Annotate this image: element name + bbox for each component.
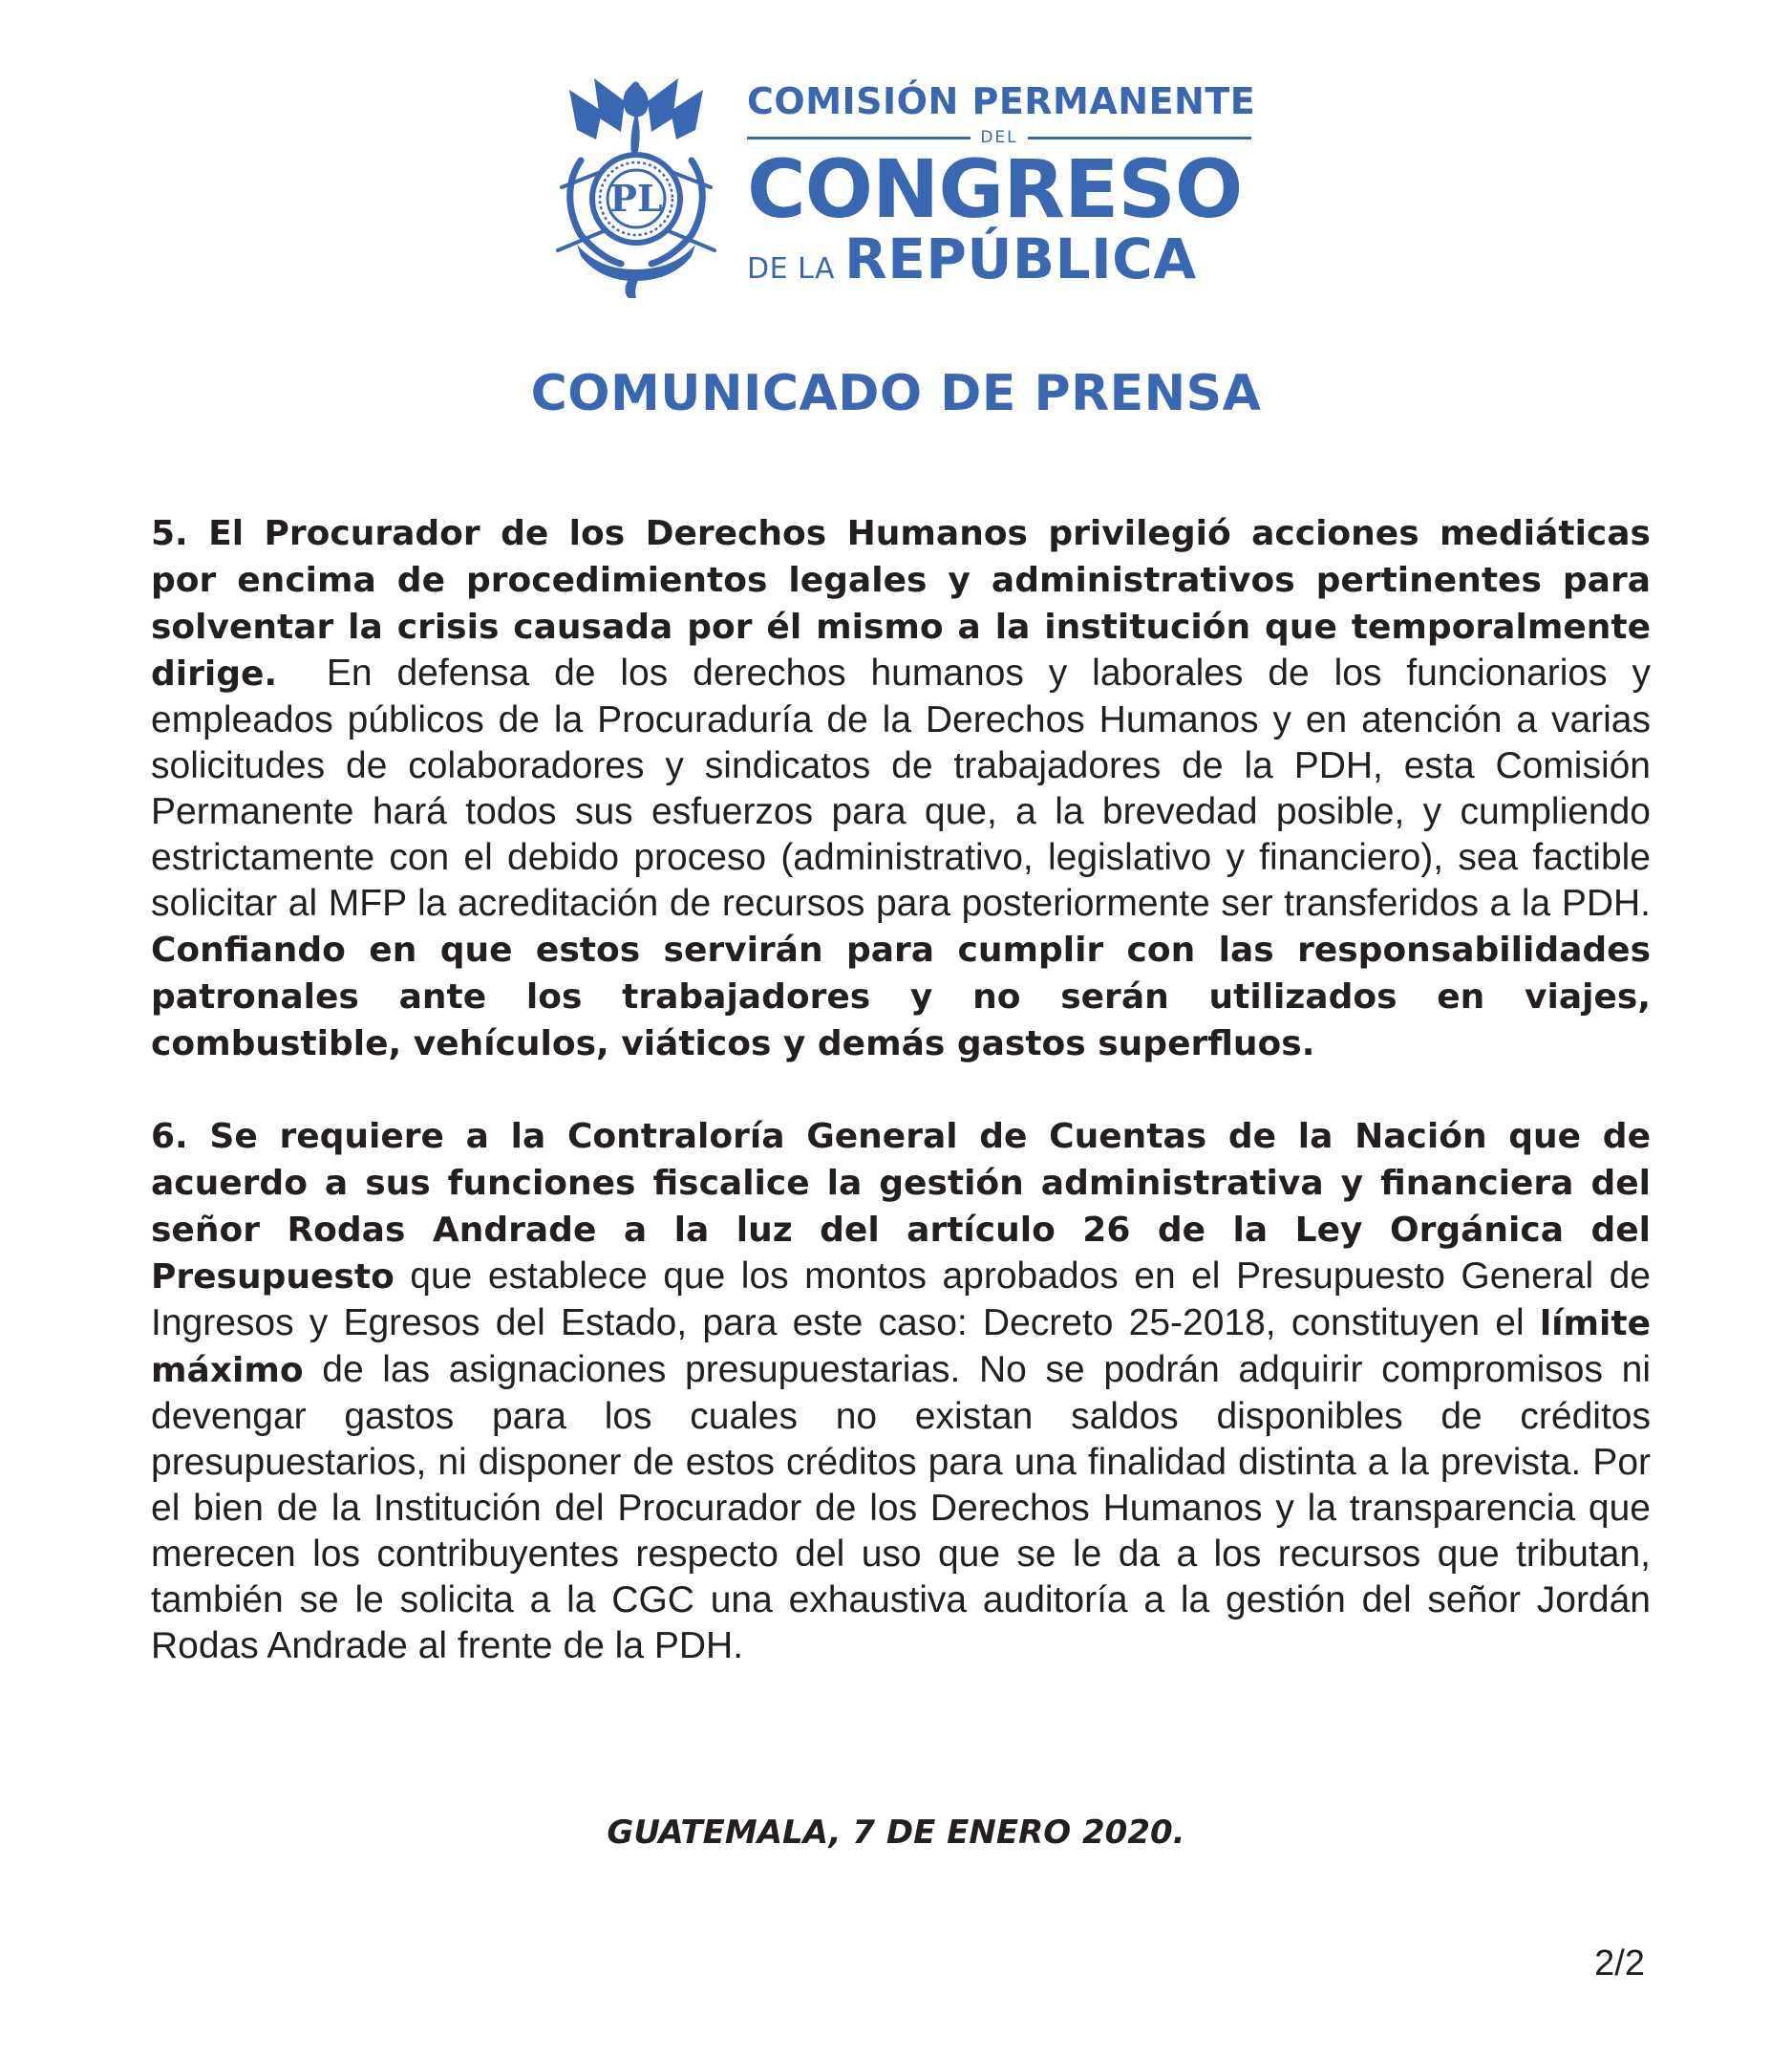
congress-wordmark bbox=[747, 80, 1256, 303]
paragraph-5-bold-tail: Confiando en que estos servirán para cumplir con las responsabilidades patronales ante los trabajadores y no serán utilizados en viajes, combustible, vehículos, viáticos y demás gastos superfluos. bbox=[151, 931, 1651, 1063]
svg-text:PL: PL bbox=[609, 177, 663, 220]
paragraph-6-text-1: que establece que los montos aprobados en el Presupuesto General de Ingresos y Egresos del Estado, para este caso: Decreto 25-2018, constituyen el bbox=[151, 1255, 1651, 1343]
paragraph-6 bbox=[151, 1113, 1651, 1669]
wordmark-congreso: CONGRESO bbox=[747, 142, 1243, 236]
wordmark-comision-permanente: COMISIÓN PERMANENTE bbox=[747, 80, 1256, 122]
congress-emblem-icon bbox=[548, 73, 724, 298]
paragraph-5-bold-lead: 5. El Procurador de los Derechos Humanos privilegió acciones mediáticas por encima de procedimientos legales y administrativos pertinentes para solventar la crisis causada por él mismo a la institución que temporalmente dirige. bbox=[151, 514, 1651, 694]
paragraph-5-text: En defensa de los derechos humanos y laborales de los funcionarios y empleados públicos de la Procuraduría de la Derechos Humanos y en atención a varias solicitudes de colaboradores y sindicatos de trabajadores de la PDH, esta Comisión Permanente hará todos sus esfuerzos para que, a la brevedad posible, y cumpliendo estrictamente con el debido proceso (administrativo, legislativo y financiero), sea factible solicitar al MFP la acreditación de recursos para posteriormente ser transferidos a la PDH. bbox=[151, 653, 1652, 924]
page-number: 2/2 bbox=[1594, 1943, 1645, 1984]
paragraph-6-text-2: de las asignaciones presupuestarias. No se podrán adquirir compromisos ni devengar gastos para los cuales no existan saldos disponibles de créditos presupuestarios, ni disponer de estos créditos para una finalidad distinta a la prevista. Por el bien de la Institución del Procurador de los Derechos Humanos y la transparencia que merecen los contribuyentes respecto del uso que se le da a los recursos que tributan, también se le solicita a la CGC una exhaustiva auditoría a la gestión del señor Jordán Rodas Andrade al frente de la PDH. bbox=[151, 1349, 1651, 1666]
wordmark-republica: REPÚBLICA bbox=[844, 226, 1197, 291]
document-body bbox=[151, 510, 1651, 1669]
wordmark-del: DEL bbox=[980, 128, 1018, 147]
wordmark-de-la: DE LA bbox=[747, 252, 836, 286]
paragraph-5 bbox=[151, 510, 1651, 1067]
date-line: GUATEMALA, 7 DE ENERO 2020. bbox=[607, 1813, 1185, 1852]
page-title: COMUNICADO DE PRENSA bbox=[530, 365, 1262, 422]
paragraph-6-bold-mid: límite máximo bbox=[151, 1304, 1651, 1390]
wordmark-de-la-republica bbox=[747, 226, 1251, 303]
letterhead bbox=[548, 73, 1256, 302]
wordmark-rule-left bbox=[747, 137, 971, 139]
paragraph-6-bold-lead: 6. Se requiere a la Contraloría General de Cuentas de la Nación que de acuerdo a sus funciones fiscalice la gestión administrativa y financiera del señor Rodas Andrade a la luz del artículo 26 de la Ley Orgánica del Presupuesto bbox=[151, 1117, 1651, 1297]
wordmark-rule-right bbox=[1028, 137, 1251, 139]
